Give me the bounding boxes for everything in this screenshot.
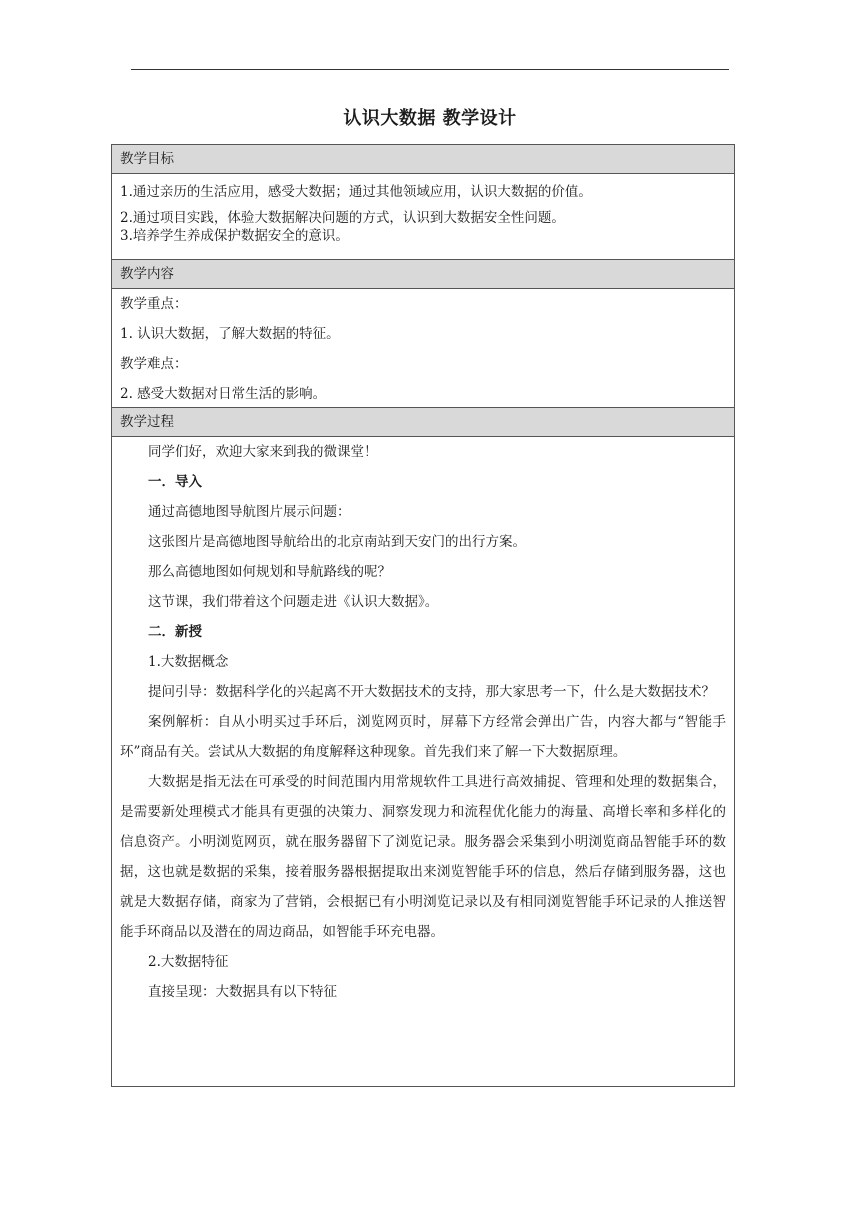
goal-item: 1.通过亲历的生活应用，感受大数据；通过其他领域应用，认识大数据的价值。: [120, 184, 592, 200]
paragraph: 案例解析：自从小明买过手环后，浏览网页时，屏幕下方经常会弹出广告，内容大都与“智能手环”商品有关。尝试从大数据的角度解释这种现象。首先我们来了解一下大数据原理。: [120, 714, 726, 760]
section-body-process: [112, 437, 734, 1086]
paragraph: 这张图片是高德地图导航给出的北京南站到天安门的出行方案。: [148, 534, 526, 550]
paragraph: 提问引导：数据科学化的兴起离不开大数据技术的支持，那大家思考一下，什么是大数据技术？: [148, 684, 715, 700]
paragraph: 直接呈现：大数据具有以下特征: [148, 984, 337, 1000]
page-title: 认识大数据 教学设计: [343, 108, 517, 129]
subheading-concept: 1.大数据概念: [148, 654, 229, 670]
difficult-points-label: 教学难点：: [120, 356, 188, 372]
section-heading-goals: 教学目标: [112, 145, 734, 174]
subheading-features: 2.大数据特征: [148, 954, 229, 970]
paragraph: 大数据是指无法在可承受的时间范围内用常规软件工具进行高效捕捉、管理和处理的数据集合，是需要新处理模式才能具有更强的决策力、洞察发现力和流程优化能力的海量、高增长率和多样化的信息资产。小明浏览网页，就在服务器留下了浏览记录。服务器会采集到小明浏览商品智能手环的数据，这也就是数据的采集，接着服务器根据提取出来浏览智能手环的信息，然后存储到服务器，这也就是大数据存储，商家为了营销，会根据已有小明浏览记录以及有相同浏览智能手环记录的人推送智能手环商品以及潜在的周边商品，如智能手环充电器。: [120, 774, 726, 940]
section-body-content: [112, 289, 734, 408]
difficult-point-item: 2. 感受大数据对日常生活的影响。: [120, 386, 327, 402]
goal-item: 3.培养学生养成保护数据安全的意识。: [120, 228, 349, 244]
greeting: 同学们好，欢迎大家来到我的微课堂！: [148, 444, 378, 460]
paragraph: 那么高德地图如何规划和导航路线的呢？: [148, 564, 391, 580]
key-point-item: 1. 认识大数据，了解大数据的特征。: [120, 326, 340, 342]
section-heading-process: 教学过程: [112, 408, 734, 437]
header-rule: [131, 69, 729, 70]
part-heading-intro: 一．导入: [148, 474, 202, 490]
goal-item: 2.通过项目实践，体验大数据解决问题的方式，认识到大数据安全性问题。: [120, 210, 565, 226]
part-heading-new-lesson: 二．新授: [148, 624, 202, 640]
lesson-plan-table: [111, 144, 735, 1087]
paragraph: 通过高德地图导航图片展示问题：: [148, 504, 351, 520]
section-heading-content: 教学内容: [112, 260, 734, 289]
section-body-goals: [112, 174, 734, 260]
paragraph: 这节课，我们带着这个问题走进《认识大数据》。: [148, 594, 439, 610]
key-points-label: 教学重点：: [120, 296, 188, 312]
